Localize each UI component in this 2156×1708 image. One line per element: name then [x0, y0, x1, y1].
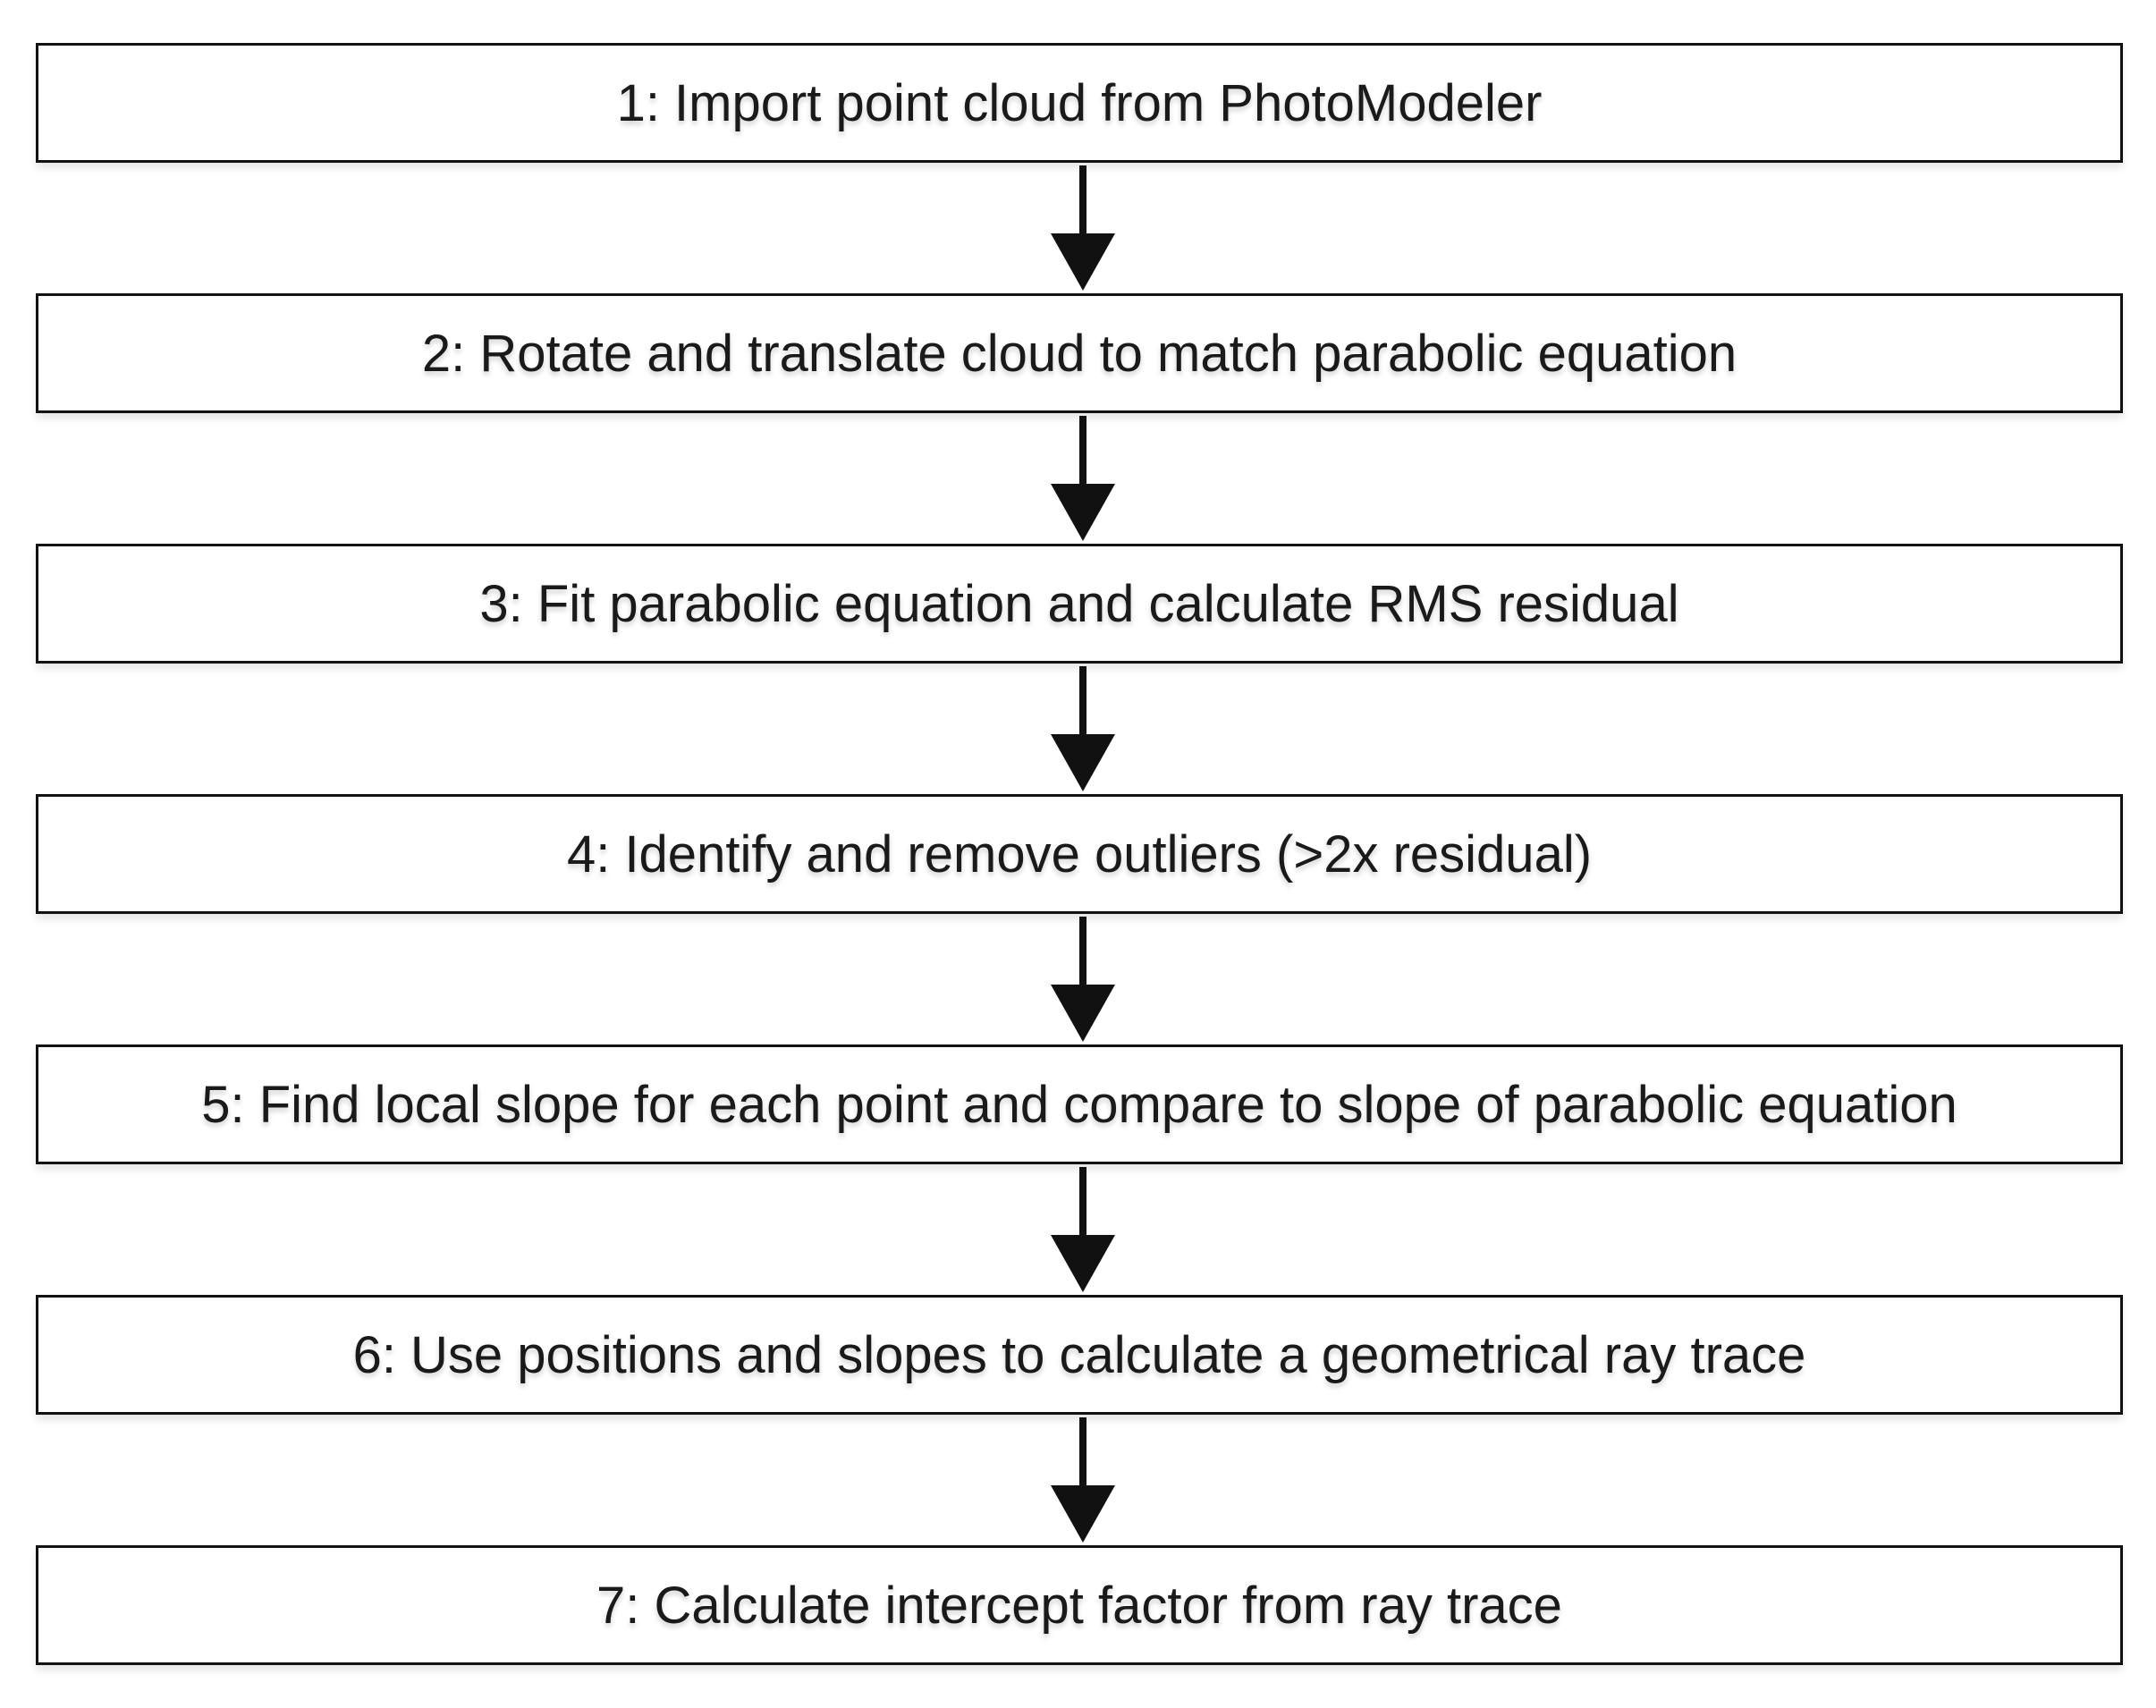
step-6-label: 6: Use positions and slopes to calculate a geometrical ray trace: [352, 1325, 1806, 1384]
step-6-box: [36, 1295, 2123, 1415]
step-3-label: 3: Fit parabolic equation and calculate RMS residual: [479, 574, 1679, 633]
arrow-step-2-to-3: [1051, 416, 1115, 541]
step-4-box: [36, 794, 2123, 914]
step-3-box: [36, 544, 2123, 664]
step-5-box: [36, 1044, 2123, 1164]
arrow-step-6-to-7: [1051, 1417, 1115, 1543]
arrow-step-5-to-6: [1051, 1167, 1115, 1292]
step-5-label: 5: Find local slope for each point and compare to slope of parabolic equation: [201, 1075, 1957, 1134]
step-1-box: [36, 43, 2123, 163]
arrow-step-3-to-4: [1051, 666, 1115, 791]
arrow-step-4-to-5: [1051, 917, 1115, 1042]
step-1-label: 1: Import point cloud from PhotoModeler: [616, 73, 1543, 132]
step-4-label: 4: Identify and remove outliers (>2x residual): [566, 824, 1593, 884]
step-7-label: 7: Calculate intercept factor from ray trace: [596, 1576, 1562, 1635]
step-7-box: [36, 1545, 2123, 1665]
arrow-step-1-to-2: [1051, 165, 1115, 291]
step-2-box: [36, 293, 2123, 413]
step-2-label: 2: Rotate and translate cloud to match parabolic equation: [421, 324, 1737, 383]
